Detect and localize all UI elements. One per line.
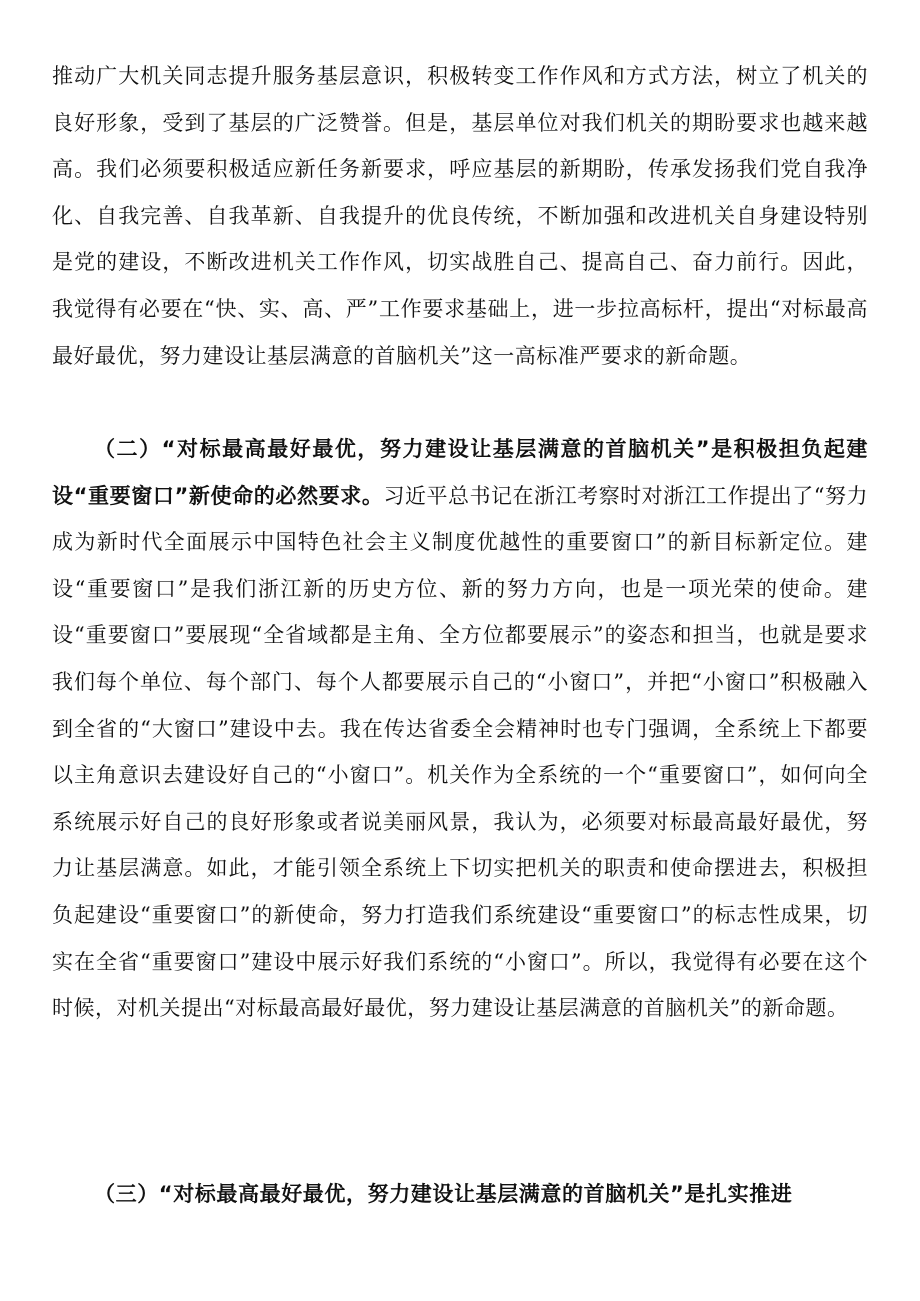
section-three-text [52, 1171, 868, 1218]
paragraph-body-text: 推动广大机关同志提升服务基层意识，积极转变工作作风和方式方法，树立了机关的良好形象，受到了基层的广泛赞誉。但是，基层单位对我们机关的期盼要求也越来越高。我们必须要积极适应新任务新要求，呼应基层的新期盼，传承发扬我们党自我净化、自我完善、自我革新、自我提升的优良传统，不断加强和改进机关自身建设特别是党的建设，不断改进机关工作作风，切实战胜自己、提高自己、奋力前行。因此，我觉得有必要在“快、实、高、严”工作要求基础上，进一步拉高标杆，提出“对标最高最好最优，努力建设让基层满意的首脑机关”这一高标准严要求的新命题。 [52, 64, 868, 368]
section-two-body: 习近平总书记在浙江考察时对浙江工作提出了“努力成为新时代全面展示中国特色社会主义制度优越性的重要窗口”的新目标新定位。建设“重要窗口”是我们浙江新的历史方位、新的努力方向，也是一项光荣的使命。建设“重要窗口”要展现“全省域都是主角、全方位都要展示”的姿态和担当，也就是要求我们每个单位、每个部门、每个人都要展示自己的“小窗口”，并把“小窗口”积极融入到全省的“大窗口”建设中去。我在传达省委全会精神时也专门强调，全系统上下都要以主角意识去建设好自己的“小窗口”。机关作为全系统的一个“重要窗口”，如何向全系统展示好自己的良好形象或者说美丽风景，我认为，必须要对标最高最好最优，努力让基层满意。如此，才能引领全系统上下切实把机关的职责和使命摆进去，积极担负起建设“重要窗口”的新使命，努力打造我们系统建设“重要窗口”的标志性成果，切实在全省“重要窗口”建设中展示好我们系统的“小窗口”。所以，我觉得有必要在这个时候，对机关提出“对标最高最好最优，努力建设让基层满意的首脑机关”的新命题。 [52, 483, 869, 1021]
section-three-heading: （三）“对标最高最好最优，努力建设让基层满意的首脑机关”是扎实推进 [94, 1182, 793, 1206]
section-two-paragraph [52, 426, 868, 1032]
paragraph-continuation [52, 53, 868, 379]
section-two-heading: （二）“对标最高最好最优，努力建设让基层满意的首脑机关”是积极担负起建设“重要窗口”新使命的必然要求。 [52, 437, 868, 508]
section-three-paragraph [52, 1171, 868, 1218]
section-two-text [52, 426, 868, 1032]
